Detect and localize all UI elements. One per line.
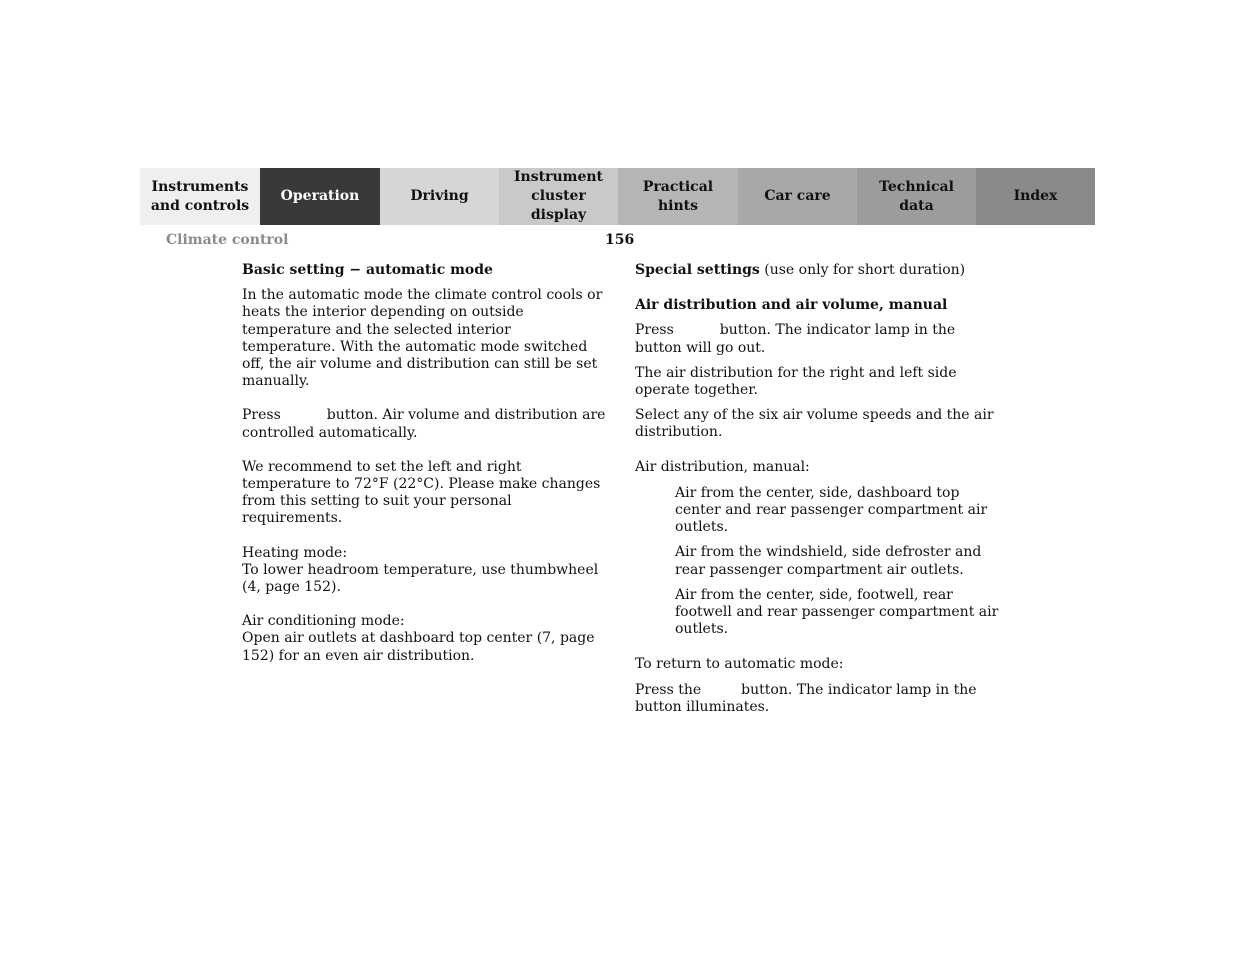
tab-technical-data[interactable] bbox=[857, 168, 976, 225]
tab-instrument-cluster-display[interactable] bbox=[499, 168, 618, 225]
paragraph-distribution-manual: Air distribution, manual: bbox=[635, 458, 810, 475]
tab-label: cluster display bbox=[530, 188, 587, 223]
tab-car-care[interactable] bbox=[738, 168, 857, 225]
list-item: Air from the center, side, footwell, rear footwell and rear passenger compartment air outlets. bbox=[675, 586, 999, 638]
heating-mode-label: Heating mode: bbox=[242, 544, 348, 561]
paragraph-press-button bbox=[242, 407, 607, 441]
heading-air-distribution: Air distribution and air volume, manual bbox=[635, 297, 948, 314]
text-press: Press bbox=[635, 322, 674, 339]
tab-practical-hints[interactable] bbox=[618, 168, 738, 225]
section-title: Climate control bbox=[166, 232, 289, 248]
page-number: 156 bbox=[605, 232, 635, 248]
heading-basic-setting: Basic setting − automatic mode bbox=[242, 262, 493, 278]
paragraph-air-conditioning-mode bbox=[242, 613, 607, 665]
tab-operation[interactable] bbox=[260, 168, 380, 225]
tab-label: Operation bbox=[280, 188, 360, 204]
tab-label: Index bbox=[1013, 188, 1058, 204]
paragraph-heating-mode bbox=[242, 545, 607, 597]
list-item: Air from the center, side, dashboard top center and rear passenger compartment air outlets. bbox=[675, 484, 988, 536]
ac-mode-label: Air conditioning mode: bbox=[242, 613, 405, 630]
tab-label: Technical bbox=[879, 178, 954, 195]
tab-index[interactable] bbox=[976, 168, 1095, 225]
tab-label: Instruments bbox=[151, 178, 249, 195]
list-item: Air from the windshield, side defroster and rear passenger compartment air outlets. bbox=[675, 544, 982, 578]
ac-mode-text: Open air outlets at dashboard top center (7, page 152) for an even air distribution. bbox=[242, 630, 595, 664]
paragraph-distribution-together: The air distribution for the right and left side operate together. bbox=[635, 364, 957, 399]
tab-label: and controls bbox=[150, 197, 250, 214]
tab-label: Car care bbox=[764, 188, 831, 204]
left-column bbox=[242, 262, 607, 665]
chapter-tabs bbox=[140, 168, 1095, 225]
paragraph-press-manual bbox=[635, 322, 1000, 356]
paragraph-press-auto bbox=[635, 682, 1000, 716]
paragraph-automatic-mode: In the automatic mode the climate control cools or heats the interior depending on outside temperature and the selected interior temperature. With the automatic mode switched off, the air volume and distribution can still be set manually. bbox=[242, 287, 603, 390]
text-press-the: Press the bbox=[635, 681, 702, 698]
tab-driving[interactable] bbox=[380, 168, 499, 225]
special-settings-line bbox=[635, 262, 1000, 279]
text-press: Press bbox=[242, 407, 281, 424]
tab-label: Instrument bbox=[514, 169, 603, 185]
special-settings-label: Special settings bbox=[635, 262, 760, 278]
heating-mode-reference: (4, page 152). bbox=[242, 579, 341, 596]
text-button-description: button. The indicator lamp in the button illuminates. bbox=[635, 681, 977, 715]
tab-label: data bbox=[899, 197, 934, 214]
tab-label: Practical hints bbox=[642, 178, 714, 214]
heating-mode-text: To lower headroom temperature, use thumbwheel bbox=[242, 561, 599, 578]
tab-label: Driving bbox=[410, 188, 469, 204]
paragraph-recommendation: We recommend to set the left and right temperature to 72°F (22°C). Please make changes from this setting to suit your personal requirements. bbox=[242, 458, 601, 527]
tab-instruments-and-controls[interactable] bbox=[140, 168, 260, 225]
paragraph-select-speeds: Select any of the six air volume speeds and the air distribution. bbox=[635, 407, 994, 441]
paragraph-return-auto: To return to automatic mode: bbox=[635, 656, 844, 673]
right-column bbox=[635, 262, 1000, 716]
text-button-description: button. The indicator lamp in the button will go out. bbox=[635, 322, 956, 356]
special-settings-note: (use only for short duration) bbox=[764, 262, 966, 278]
text-button-description: button. Air volume and distribution are controlled automatically. bbox=[242, 407, 606, 441]
